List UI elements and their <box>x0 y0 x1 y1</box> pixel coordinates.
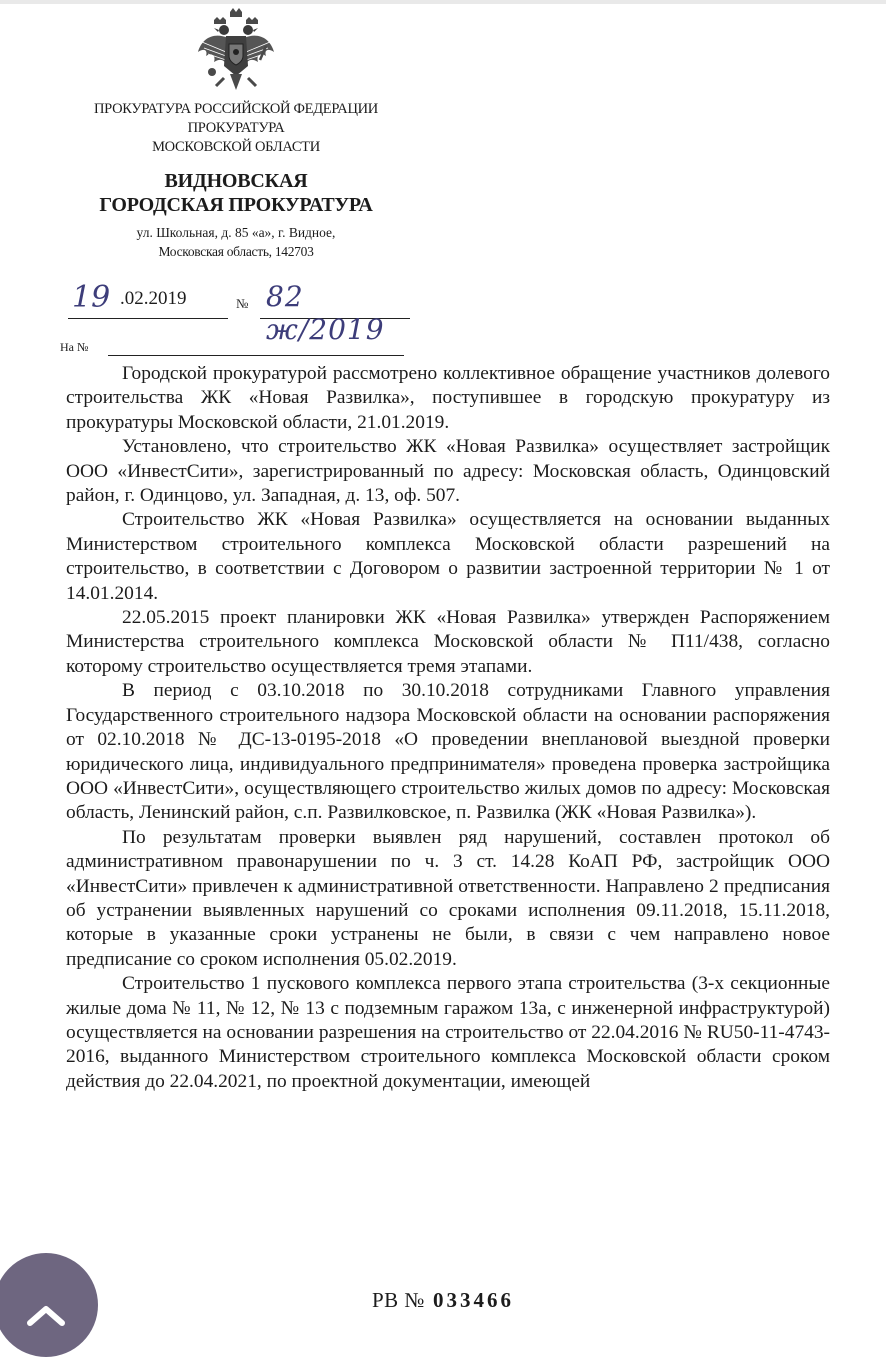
header-line-federation: ПРОКУРАТУРА РОССИЙСКОЙ ФЕДЕРАЦИИ <box>94 101 378 117</box>
date-number-row <box>60 278 420 346</box>
paragraph-2: Установлено, что строительство ЖК «Новая Развилка» осуществляет застройщик ООО «ИнвестСити», зарегистрированный по адресу: Московская область, Одинцовский район, г. Одинцово, ул. Западная, д. 13, оф. 507. <box>66 436 830 507</box>
paragraph-3: Строительство ЖК «Новая Развилка» осуществляется на основании выданных Министерством строительного комплекса Московской области разрешений на строительство, в соответствии с Договором о развитии застроенной территории № 1 от 14.01.2014. <box>66 509 830 604</box>
org-name-line2: ГОРОДСКАЯ ПРОКУРАТУРА <box>99 194 373 216</box>
number-handwritten: 82 ж/2019 <box>266 280 385 346</box>
form-series-number <box>0 1288 886 1313</box>
date-field <box>68 278 228 319</box>
russian-coat-of-arms-icon <box>194 8 278 94</box>
series-label: РВ № <box>372 1288 425 1312</box>
header-line-prosecutor: ПРОКУРАТУРА <box>187 120 285 136</box>
address-line1: ул. Школьная, д. 85 «а», г. Видное, <box>136 225 336 240</box>
date-handwritten: 19 <box>72 280 111 315</box>
paragraph-6: По результатам проверки выявлен ряд нарушений, составлен протокол об административном правонарушении по ч. 3 ст. 14.28 КоАП РФ, застройщик ООО «ИнвестСити» привлечен к административной ответственности. Направлено 2 предписания об устранении выявленных нарушений со сроками исполнения 09.11.2018, 15.11.2018, которые в указанные сроки устранены не были, в связи с чем направлено новое предписание со сроком исполнения 05.02.2019. <box>66 826 830 970</box>
org-name-line1: ВИДНОВСКАЯ <box>164 170 308 192</box>
chevron-up-icon <box>26 1303 66 1327</box>
paragraph-1: Городской прокуратурой рассмотрено коллективное обращение участников долевого строительства ЖК «Новая Развилка», поступившее в городскую прокуратуру из прокуратуры Московской области, 21.01.2019. <box>66 363 830 433</box>
letter-body <box>66 362 830 1094</box>
letterhead <box>56 8 416 261</box>
paragraph-7: Строительство 1 пускового комплекса первого этапа строительства (3-х секционные жилые дома № 11, № 12, № 13 с подземным гаражом 13а, с инженерной инфраструктурой) осуществляется на основании разрешения на строительство от 22.04.2016 № RU50-11-4743-2016, выданного Министерством строительного комплекса Московской области сроком действия до 22.04.2021, по проектной документации, имеющей <box>66 973 830 1092</box>
header-line-region: МОСКОВСКОЙ ОБЛАСТИ <box>152 139 320 155</box>
address-line2: Московская область, 142703 <box>158 244 314 259</box>
number-label: № <box>236 296 249 311</box>
reference-label: На № <box>60 340 89 354</box>
date-printed: .02.2019 <box>120 288 187 309</box>
scroll-to-top-button[interactable] <box>0 1253 98 1357</box>
reference-row <box>60 340 405 360</box>
paragraph-5: В период с 03.10.2018 по 30.10.2018 сотрудниками Главного управления Государственного строительного надзора Московской области на основании распоряжения от 02.10.2018 № ДС-13-0195-2018 «О проведении внеплановой выездной проверки юридического лица, индивидуального предпринимателя» проведена проверка застройщика ООО «ИнвестСити», осуществляющего строительство жилых домов по адресу: Московская область, Ленинский район, с.п. Развилковское, п. Развилка (ЖК «Новая Развилка»). <box>66 680 830 824</box>
number-field <box>260 278 410 346</box>
paragraph-4: 22.05.2015 проект планировки ЖК «Новая Развилка» утвержден Распоряжением Министерства строительного комплекса Московской области № П11/438, согласно которому строительство осуществляется тремя этапами. <box>66 607 830 677</box>
reference-field <box>108 340 404 356</box>
series-number: 033466 <box>432 1288 514 1312</box>
